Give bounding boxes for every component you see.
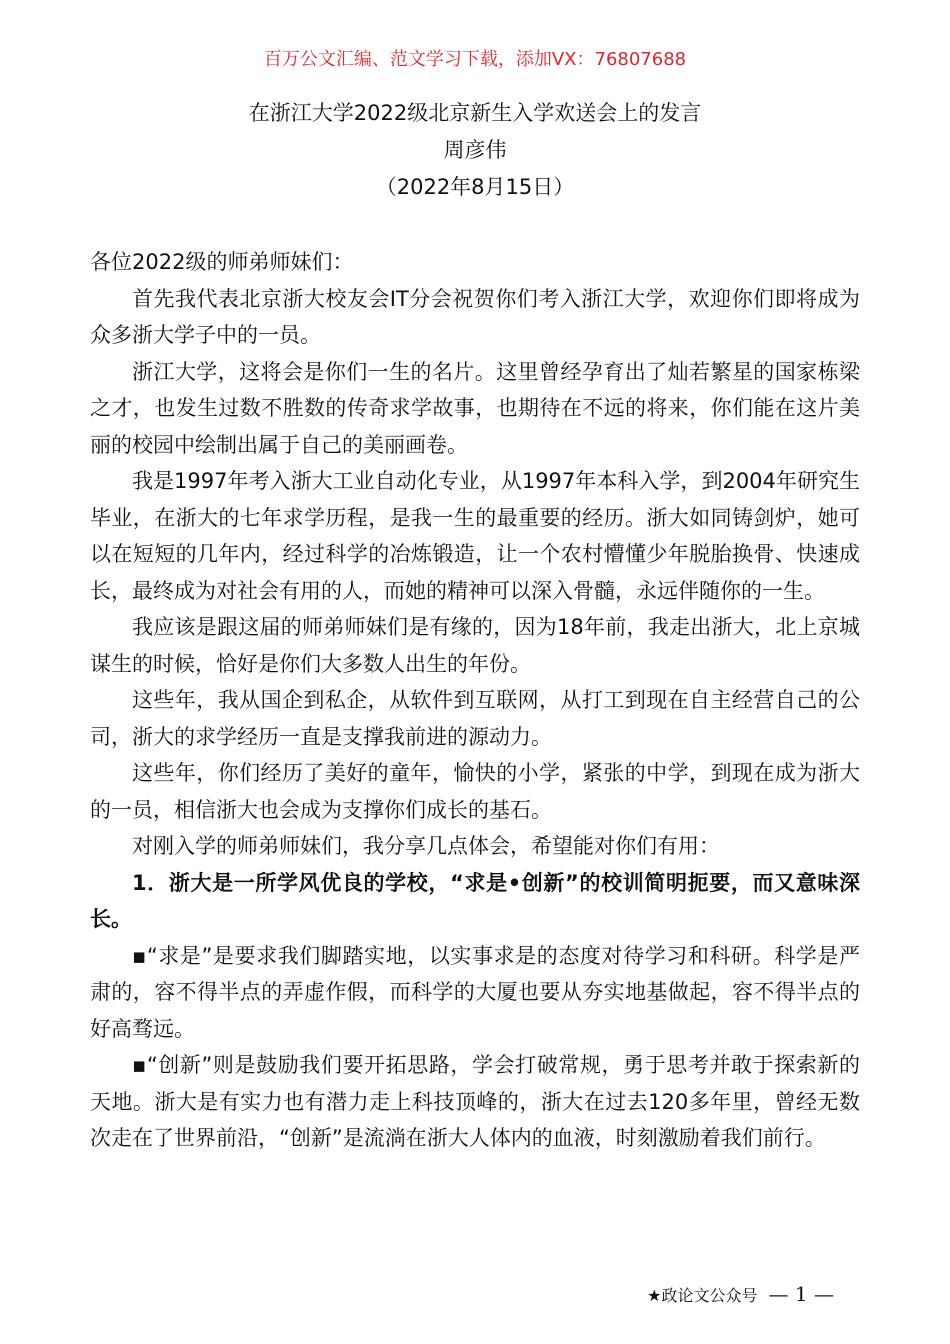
speech-body (90, 244, 860, 1157)
paragraph: 这些年，我从国企到私企，从软件到互联网，从打工到现在自主经营自己的公司，浙大的求学经历一直是支撑我前进的源动力。 (90, 688, 860, 749)
paragraph: 我应该是跟这届的师弟师妹们是有缘的，因为18年前，我走出浙大，北上京城谋生的时候，恰好是你们大多数人出生的年份。 (90, 615, 860, 676)
footer-source: ★政论文公众号 (647, 1286, 758, 1305)
paragraph: 对刚入学的师弟师妹们，我分享几点体会，希望能对你们有用： (132, 834, 720, 858)
section-heading: 1．浙大是一所学风优良的学校，“求是•创新”的校训简明扼要，而又意味深长。 (90, 870, 860, 931)
page-footer (647, 1283, 834, 1307)
page-number: — 1 — (768, 1282, 834, 1306)
speech-title: 在浙江大学2022级北京新生入学欢送会上的发言 (248, 101, 702, 125)
paragraph: 首先我代表北京浙大校友会IT分会祝贺你们考入浙江大学，欢迎你们即将成为众多浙大学子中的一员。 (90, 286, 860, 347)
speech-date: （2022年8月15日） (375, 175, 575, 199)
paragraph: 浙江大学，这将会是你们一生的名片。这里曾经孕育出了灿若繁星的国家栋梁之才，也发生过数不胜数的传奇求学故事，也期待在不远的将来，你们能在这片美丽的校园中绘制出属于自己的美丽画卷。 (90, 359, 860, 457)
bullet-paragraph: ▪“求是”是要求我们脚踏实地，以实事求是的态度对待学习和科研。科学是严肃的，容不得半点的弄虚作假，而科学的大厦也要从夯实地基做起，容不得半点的好高骛远。 (90, 943, 860, 1041)
paragraph: 我是1997年考入浙大工业自动化专业，从1997年本科入学，到2004年研究生毕业，在浙大的七年求学历程，是我一生的最重要的经历。浙大如同铸剑炉，她可以在短短的几年内，经过科学的冶炼锻造，让一个农村懵懂少年脱胎换骨、快速成长，最终成为对社会有用的人，而她的精神可以深入骨髓，永远伴随你的一生。 (90, 469, 860, 603)
speech-author: 周彦伟 (443, 138, 507, 162)
salutation: 各位2022级的师弟师妹们： (90, 250, 354, 274)
promo-banner: 百万公文汇编、范文学习下载，添加VX：76807688 (263, 49, 687, 70)
bullet-paragraph: ▪“创新”则是鼓励我们要开拓思路，学会打破常规，勇于思考并敢于探索新的天地。浙大是有实力也有潜力走上科技顶峰的，浙大在过去120多年里，曾经无数次走在了世界前沿，“创新”是流淌在浙大人体内的血液，时刻激励着我们前行。 (90, 1053, 860, 1150)
paragraph: 这些年，你们经历了美好的童年，愉快的小学，紧张的中学，到现在成为浙大的一员，相信浙大也会成为支撑你们成长的基石。 (90, 761, 860, 822)
